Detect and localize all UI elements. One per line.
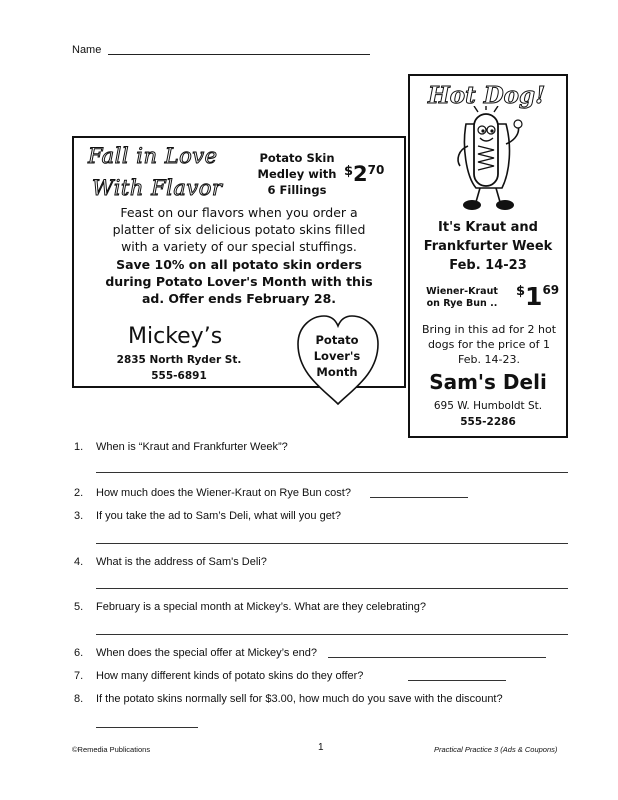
question-6 (74, 647, 317, 659)
answer-line-2[interactable] (370, 497, 468, 498)
mickeys-phone: 555-6891 (151, 370, 207, 382)
item-line2: on Rye Bun .. (426, 298, 498, 309)
product-line1: Potato Skin (259, 151, 335, 165)
heart-line2: Lover's (313, 349, 361, 363)
question-4 (74, 556, 267, 568)
question-number: 4. (74, 556, 84, 568)
sams-deli-ad (408, 74, 568, 438)
answer-line-6[interactable] (328, 657, 546, 658)
feast-line1: Feast on our flavors when you order a (120, 205, 358, 220)
question-2 (74, 487, 351, 499)
event-line1: It's Kraut and (438, 220, 538, 235)
discount-offer (82, 256, 396, 307)
question-8 (74, 693, 503, 705)
hotdog-title: Hot Dog! (428, 82, 546, 109)
mickeys-ad (72, 136, 406, 388)
price-dollar-sign: $ (516, 284, 526, 299)
mickeys-contact (104, 352, 254, 384)
question-text: When does the special offer at Mickey’s end? (96, 647, 317, 659)
save-line2: during Potato Lover's Month with this (105, 274, 373, 289)
offer-line1: Bring in this ad for 2 hot (421, 323, 557, 336)
question-text: When is “Kraut and Frankfurter Week”? (96, 441, 288, 453)
answer-line-1[interactable] (96, 472, 568, 473)
question-number: 8. (74, 693, 84, 705)
heart-caption (298, 332, 376, 380)
question-text: February is a special month at Mickey’s. What are they celebrating? (96, 601, 426, 613)
question-number: 3. (74, 510, 84, 522)
question-number: 2. (74, 487, 84, 499)
event-line3: Feb. 14-23 (449, 258, 527, 273)
deli-address: 695 W. Humboldt St. (433, 400, 543, 412)
question-text: If the potato skins normally sell for $3.00, how much do you save with the discount? (96, 693, 503, 705)
deli-phone: 555-2286 (460, 416, 516, 428)
deli-offer (414, 322, 564, 367)
question-number: 7. (74, 670, 84, 682)
item-name (416, 286, 508, 310)
publisher-credit: ©Remedia Publications (72, 745, 151, 754)
slogan-line2: With Flavor (92, 176, 223, 200)
name-label: Name (72, 44, 102, 56)
answer-line-5[interactable] (96, 634, 568, 635)
heart-line1: Potato (315, 333, 359, 347)
feast-description (86, 204, 392, 255)
answer-line-7[interactable] (408, 680, 506, 681)
question-text: If you take the ad to Sam’s Deli, what will you get? (96, 510, 341, 522)
price-dollar-sign: $ (344, 164, 354, 179)
item-line1: Wiener-Kraut (426, 286, 498, 297)
answer-line-8[interactable] (96, 727, 198, 728)
product-line3: 6 Fillings (267, 183, 327, 197)
save-line3: ad. Offer ends February 28. (141, 291, 337, 306)
price-cents: 70 (367, 163, 385, 177)
answer-line-4[interactable] (96, 588, 568, 589)
product-line2: Medley with (257, 167, 337, 181)
question-number: 1. (74, 441, 84, 453)
mickeys-store-name: Mickey’s (128, 324, 223, 349)
offer-line2: dogs for the price of 1 (427, 338, 551, 351)
heart-line3: Month (316, 365, 358, 379)
potato-skin-price (344, 162, 384, 186)
question-5 (74, 601, 426, 613)
name-input-line[interactable] (108, 54, 370, 55)
deli-contact (410, 398, 566, 430)
question-number: 5. (74, 601, 84, 613)
page-number: 1 (318, 742, 324, 753)
event-line2: Frankfurter Week (423, 239, 553, 254)
feast-line2: platter of six delicious potato skins filled (112, 222, 366, 237)
answer-line-3[interactable] (96, 543, 568, 544)
book-title: Practical Practice 3 (Ads & Coupons) (434, 745, 558, 754)
deli-store-name: Sam's Deli (429, 370, 547, 394)
product-title (242, 150, 352, 198)
slogan-line1: Fall in Love (88, 144, 218, 168)
offer-line3: Feb. 14-23. (458, 353, 520, 366)
question-3 (74, 510, 341, 522)
hotdog-mascot-icon (448, 106, 528, 214)
question-text: How much does the Wiener-Kraut on Rye Bun cost? (96, 487, 351, 499)
event-title (410, 218, 566, 275)
save-line1: Save 10% on all potato skin orders (116, 257, 362, 272)
question-text: How many different kinds of potato skins do they offer? (96, 670, 364, 682)
question-text: What is the address of Sam's Deli? (96, 556, 267, 568)
price-cents: 69 (542, 283, 560, 297)
question-7 (74, 670, 363, 682)
price-dollars: 2 (353, 162, 368, 186)
price-dollars: 1 (525, 282, 543, 311)
feast-line3: with a variety of our special stuffings. (121, 239, 357, 254)
mickeys-address: 2835 North Ryder St. (116, 354, 242, 366)
question-number: 6. (74, 647, 84, 659)
question-1 (74, 441, 288, 453)
wiener-kraut-price (516, 282, 559, 311)
